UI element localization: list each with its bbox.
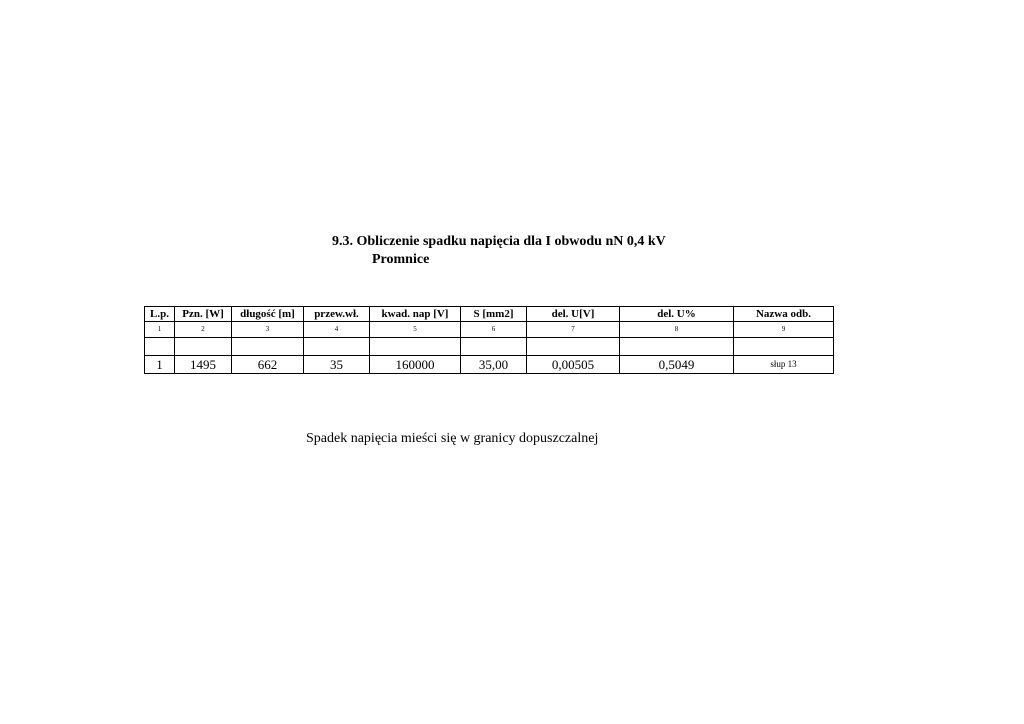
- table-cell: 1: [145, 356, 175, 374]
- table-row: [145, 356, 834, 374]
- table-header-cell: przew.wł.: [304, 307, 370, 322]
- table-header-row: [145, 307, 834, 322]
- table-header-cell: Pzn. [W]: [175, 307, 232, 322]
- table-cell: 35,00: [461, 356, 527, 374]
- table-header-cell: S [mm2]: [461, 307, 527, 322]
- table-header-cell: kwad. nap [V]: [370, 307, 461, 322]
- column-number-cell: 9: [734, 322, 834, 338]
- column-number-cell: 1: [145, 322, 175, 338]
- table-header-cell: L.p.: [145, 307, 175, 322]
- table-cell: 0,00505: [527, 356, 620, 374]
- column-number-cell: 3: [232, 322, 304, 338]
- table-cell: słup 13: [734, 356, 834, 374]
- table-cell: [175, 338, 232, 356]
- table-header-cell: del. U%: [620, 307, 734, 322]
- table-cell: 35: [304, 356, 370, 374]
- column-number-cell: 2: [175, 322, 232, 338]
- column-number-cell: 7: [527, 322, 620, 338]
- voltage-drop-table: [144, 306, 834, 374]
- table-cell: 0,5049: [620, 356, 734, 374]
- table-blank-row: [145, 338, 834, 356]
- table-cell: 160000: [370, 356, 461, 374]
- table-cell: [620, 338, 734, 356]
- table-cell: [145, 338, 175, 356]
- table-header-cell: Nazwa odb.: [734, 307, 834, 322]
- table-cell: [461, 338, 527, 356]
- table-cell: [232, 338, 304, 356]
- document-subtitle: Promnice: [372, 252, 430, 267]
- table-cell: [370, 338, 461, 356]
- column-number-cell: 5: [370, 322, 461, 338]
- column-number-cell: 4: [304, 322, 370, 338]
- table-cell: 1495: [175, 356, 232, 374]
- document-title: 9.3. Obliczenie spadku napięcia dla I obwodu nN 0,4 kV: [332, 234, 666, 249]
- table-cell: [527, 338, 620, 356]
- table-cell: 662: [232, 356, 304, 374]
- table-header-cell: długość [m]: [232, 307, 304, 322]
- column-number-cell: 8: [620, 322, 734, 338]
- column-number-cell: 6: [461, 322, 527, 338]
- table-cell: [304, 338, 370, 356]
- table-header-cell: del. U[V]: [527, 307, 620, 322]
- table-column-number-row: [145, 322, 834, 338]
- table-cell: [734, 338, 834, 356]
- conclusion-note: Spadek napięcia mieści się w granicy dopuszczalnej: [306, 431, 599, 446]
